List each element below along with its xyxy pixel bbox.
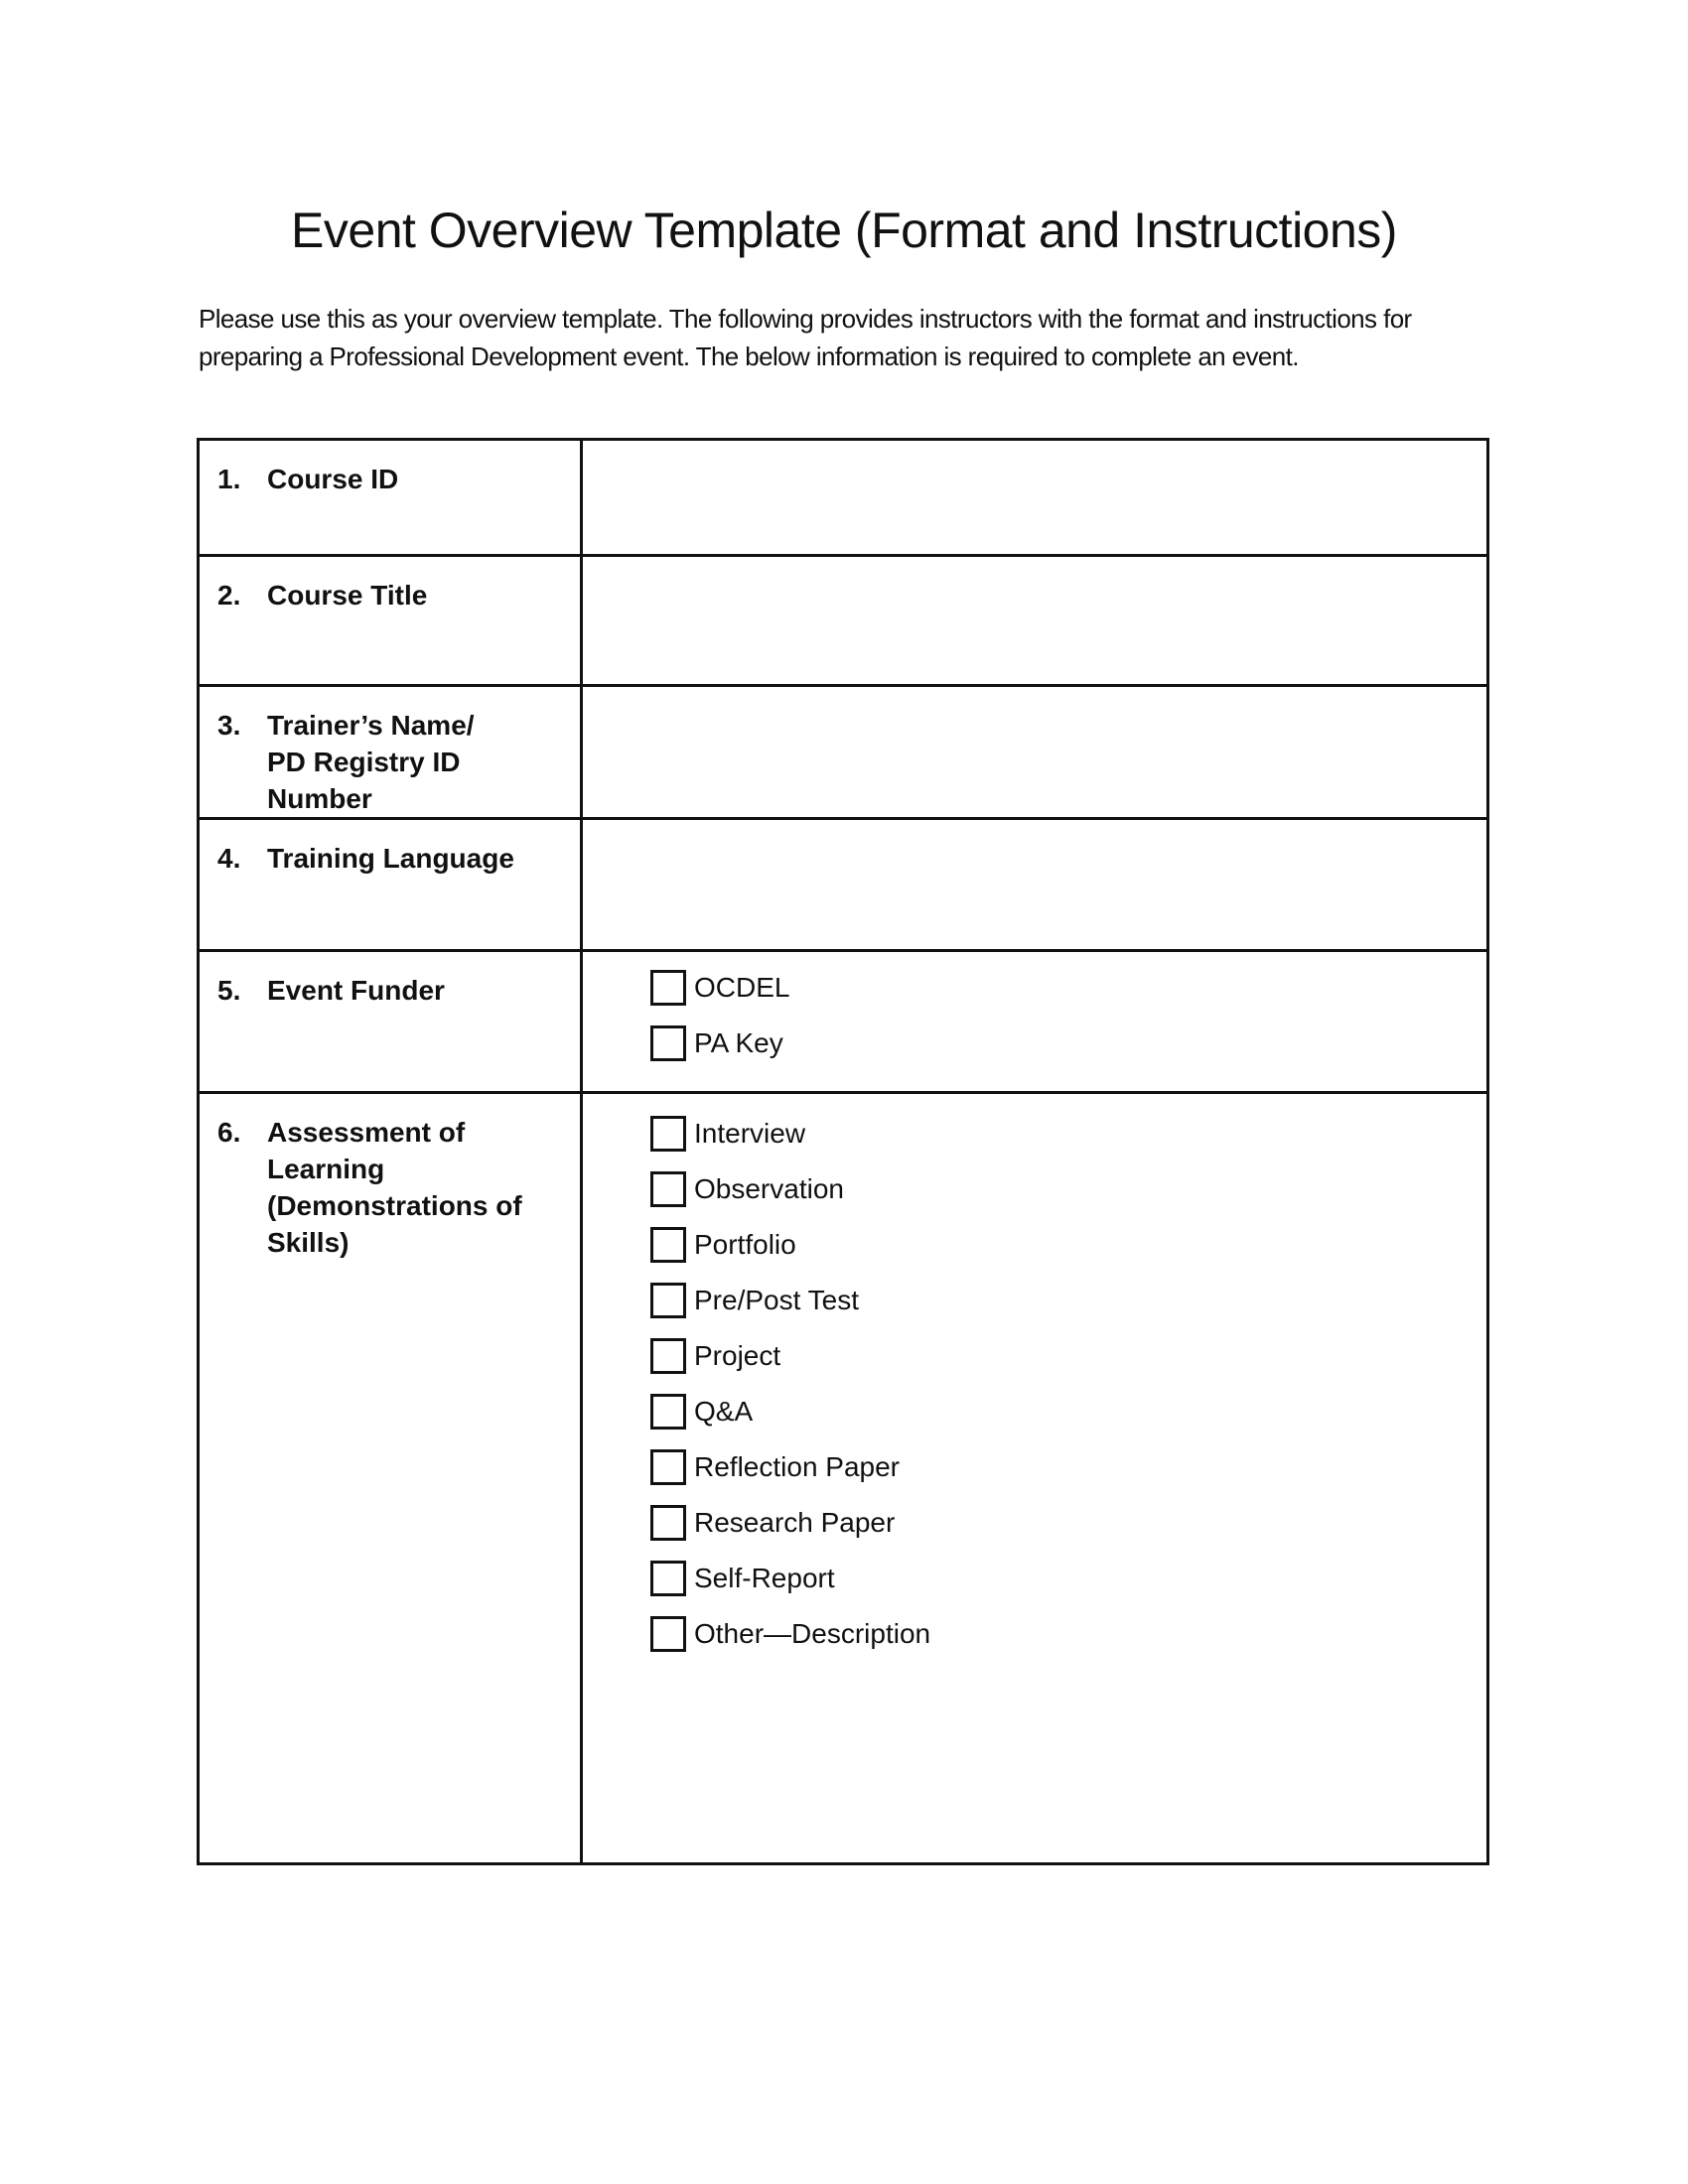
option-label: Self-Report — [694, 1563, 835, 1593]
option-label: Reflection Paper — [694, 1451, 901, 1482]
row-number: 1. — [217, 464, 241, 494]
row-number: 3. — [217, 710, 241, 741]
row-course-title — [199, 556, 1488, 686]
row-label-line2: PD Registry ID Number — [267, 747, 461, 814]
checkbox[interactable] — [650, 1505, 686, 1541]
event-funder-label — [199, 951, 582, 1093]
assessment-options — [582, 1093, 1488, 1864]
row-event-funder — [199, 951, 1488, 1093]
option-label: OCDEL — [694, 972, 790, 1003]
training-language-field[interactable] — [582, 819, 1488, 951]
checkbox[interactable] — [650, 1338, 686, 1374]
option-label: Other—Description — [694, 1618, 931, 1649]
option-label: Research Paper — [694, 1507, 896, 1538]
event-funder-options — [582, 951, 1488, 1093]
option-label: PA Key — [694, 1027, 783, 1058]
intro-paragraph: Please use this as your overview template. The following provides instructors with the format and instructions for preparing a Professional Development event. The below information is required to complete an event. — [199, 304, 1412, 371]
checkbox[interactable] — [650, 1116, 686, 1152]
checkbox[interactable] — [650, 1616, 686, 1652]
checkbox[interactable] — [650, 1227, 686, 1263]
checkbox[interactable] — [650, 1449, 686, 1485]
trainer-name-field[interactable] — [582, 686, 1488, 819]
funder-option-ocdel[interactable] — [650, 960, 1486, 1016]
assessment-option-research-paper[interactable] — [650, 1495, 1486, 1551]
row-training-language — [199, 819, 1488, 951]
checkbox[interactable] — [650, 970, 686, 1006]
checkbox[interactable] — [650, 1561, 686, 1596]
assessment-option-pre-post-test[interactable] — [650, 1273, 1486, 1328]
option-label: Observation — [694, 1173, 844, 1204]
row-label: Course ID — [267, 464, 399, 494]
course-title-field[interactable] — [582, 556, 1488, 686]
row-number: 5. — [217, 975, 241, 1006]
assessment-option-reflection-paper[interactable] — [650, 1439, 1486, 1495]
funder-option-pa-key[interactable] — [650, 1016, 1486, 1071]
assessment-option-portfolio[interactable] — [650, 1217, 1486, 1273]
option-label: Interview — [694, 1118, 806, 1149]
row-label: Training Language — [267, 843, 514, 874]
page-title: Event Overview Template (Format and Instructions) — [291, 203, 1397, 258]
assessment-option-other[interactable] — [650, 1606, 1486, 1662]
option-label: Project — [694, 1340, 781, 1371]
row-label: Event Funder — [267, 975, 445, 1006]
trainer-name-label — [199, 686, 582, 819]
course-id-label — [199, 440, 582, 556]
option-label: Portfolio — [694, 1229, 796, 1260]
row-number: 2. — [217, 580, 241, 611]
event-overview-form — [197, 438, 1489, 1865]
row-number: 6. — [217, 1117, 241, 1148]
checkbox[interactable] — [650, 1025, 686, 1061]
training-language-label — [199, 819, 582, 951]
row-trainer-name — [199, 686, 1488, 819]
option-label: Q&A — [694, 1396, 754, 1427]
row-label: Course Title — [267, 580, 428, 611]
row-label: Assessment of Learning (Demonstrations of Skills) — [267, 1117, 522, 1258]
assessment-option-project[interactable] — [650, 1328, 1486, 1384]
row-course-id — [199, 440, 1488, 556]
assessment-option-qa[interactable] — [650, 1384, 1486, 1439]
checkbox[interactable] — [650, 1283, 686, 1318]
row-number: 4. — [217, 843, 241, 874]
checkbox[interactable] — [650, 1171, 686, 1207]
checkbox[interactable] — [650, 1394, 686, 1430]
row-assessment — [199, 1093, 1488, 1864]
course-id-field[interactable] — [582, 440, 1488, 556]
option-label: Pre/Post Test — [694, 1285, 860, 1315]
assessment-label — [199, 1093, 582, 1864]
course-title-label — [199, 556, 582, 686]
assessment-option-self-report[interactable] — [650, 1551, 1486, 1606]
assessment-option-interview[interactable] — [650, 1106, 1486, 1161]
assessment-option-observation[interactable] — [650, 1161, 1486, 1217]
row-label: Trainer’s Name/ — [267, 710, 475, 741]
